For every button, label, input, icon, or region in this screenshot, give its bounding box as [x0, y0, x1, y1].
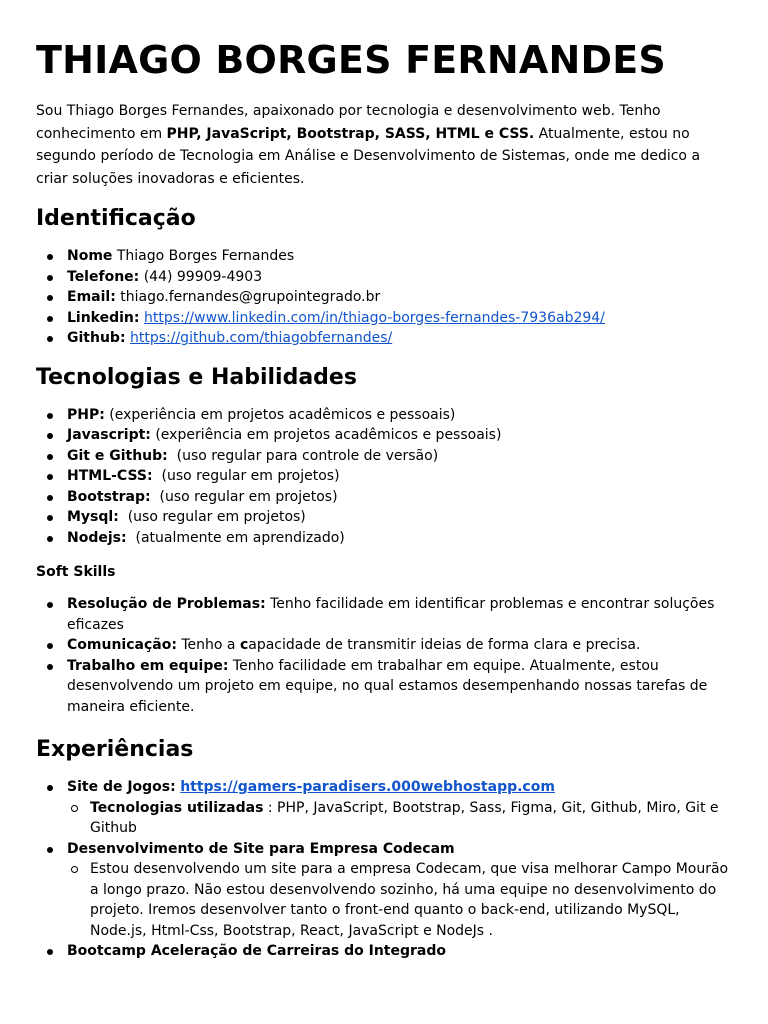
list-item-codecam — [36, 839, 730, 942]
list-item — [36, 425, 730, 446]
skill-label: Comunicação: — [67, 637, 177, 653]
skill-label: Resolução de Problemas: — [67, 596, 266, 612]
tech-label: Javascript: — [67, 427, 151, 443]
list-item — [36, 528, 730, 549]
bootcamp-title: Bootcamp Aceleração de Carreiras do Integrado — [67, 943, 447, 959]
list-item — [36, 405, 730, 426]
list-item-phone — [36, 267, 730, 288]
github-label: Github: — [67, 330, 126, 346]
list-item-email — [36, 287, 730, 308]
tech-value: (experiência em projetos acadêmicos e pessoais) — [150, 427, 502, 443]
tech-value: (uso regular em projetos) — [118, 509, 306, 525]
codecam-sublist — [67, 859, 730, 941]
experiences-heading: Experiências — [36, 737, 194, 762]
identification-heading: Identificação — [36, 206, 196, 231]
phone-value: (44) 99909-4903 — [139, 268, 263, 285]
soft-skills-heading: Soft Skills — [36, 564, 116, 580]
tech-value: (uso regular em projetos) — [152, 468, 340, 484]
list-item-games-site — [36, 777, 730, 839]
list-item — [36, 594, 730, 635]
skill-label: Trabalho em equipe: — [67, 657, 229, 674]
list-item-codecam-desc: Estou desenvolvendo um site para a empresa Codecam, que visa melhorar Campo Mourão a longo prazo. Não estou desenvolvendo sozinho, há uma equipe no desenvolvimento do projeto. Iremos desenvolver tanto o front-end quanto o back-end, utilizando MySQL, Node.js, Html-Css, Bootstrap, React, JavaScript e NodeJs . — [67, 859, 730, 941]
email-value: thiago.fernandes@grupointegrado.br — [115, 289, 381, 305]
tech-used-value: : PHP, JavaScript, Bootstrap, Sass, Figma, Git, Github, Miro, Git e Github — [90, 799, 719, 836]
tech-label: HTML-CSS: — [67, 468, 153, 484]
technologies-heading: Tecnologias e Habilidades — [36, 364, 357, 390]
email-label: Email: — [67, 289, 116, 305]
intro-text-2: Atualmente, estou no segundo período de Tecnologia em Análise e Desenvolvimento de Sistemas, onde me dedico a criar soluções inovadoras e eficientes. — [36, 125, 701, 187]
name-value: Thiago Borges Fernandes — [112, 248, 295, 264]
tech-label: Git e Github: — [67, 447, 168, 464]
codecam-title: Desenvolvimento de Site para Empresa Codecam — [67, 840, 455, 857]
list-item-technologies-used — [67, 798, 730, 839]
tech-label: Mysql: — [67, 509, 119, 525]
github-link[interactable]: https://github.com/thiagobfernandes/ — [130, 330, 393, 346]
tech-value: (atualmente em aprendizado) — [126, 529, 345, 546]
list-item-bootcamp — [36, 941, 730, 962]
skill-value-rest: apacidade de transmitir ideias de forma clara e precisa. — [248, 637, 641, 653]
linkedin-label: Linkedin: — [67, 309, 140, 326]
list-item — [36, 487, 730, 508]
technologies-list — [36, 405, 730, 549]
identification-list — [36, 246, 730, 349]
list-item — [36, 507, 730, 528]
tech-value: (experiência em projetos acadêmicos e pessoais) — [104, 406, 456, 423]
list-item-github — [36, 328, 730, 349]
page-title: THIAGO BORGES FERNANDES — [36, 38, 666, 82]
tech-value: (uso regular em projetos) — [150, 488, 338, 505]
games-site-sublist — [67, 798, 730, 839]
tech-label: Nodejs: — [67, 529, 127, 546]
skill-value-bold: c — [239, 637, 249, 653]
site-label: Site de Jogos: — [67, 779, 176, 795]
tech-used-label: Tecnologias utilizadas — [90, 799, 264, 816]
tech-value: (uso regular para controle de versão) — [167, 447, 439, 464]
phone-label: Telefone: — [67, 268, 140, 285]
intro-paragraph — [36, 100, 730, 190]
list-item — [36, 466, 730, 487]
list-item — [36, 656, 730, 718]
list-item-name — [36, 246, 730, 267]
list-item — [36, 635, 730, 656]
list-item — [36, 446, 730, 467]
soft-skills-list — [36, 594, 730, 717]
games-site-link[interactable]: https://gamers-paradisers.000webhostapp.com — [180, 779, 555, 795]
skill-value: Tenho facilidade em identificar problemas e encontrar soluções eficazes — [67, 596, 715, 633]
tech-label: Bootstrap: — [67, 488, 151, 505]
tech-label: PHP: — [67, 406, 105, 423]
experiences-list — [36, 777, 730, 962]
intro-text-1: Sou Thiago Borges Fernandes, apaixonado por tecnologia e desenvolvimento web. Tenho conhecimento em — [36, 103, 661, 142]
list-item-linkedin — [36, 308, 730, 329]
skill-value: Tenho a — [176, 637, 240, 653]
skill-value: Tenho facilidade em trabalhar em equipe. Atualmente, estou desenvolvendo um projeto em equipe, no qual estamos desempenhando nossas tarefas de maneira eficiente. — [67, 657, 708, 715]
name-label: Nome — [67, 248, 113, 264]
intro-skills: PHP, JavaScript, Bootstrap, SASS, HTML e CSS. — [166, 125, 535, 142]
linkedin-link[interactable]: https://www.linkedin.com/in/thiago-borges-fernandes-7936ab294/ — [143, 309, 605, 326]
